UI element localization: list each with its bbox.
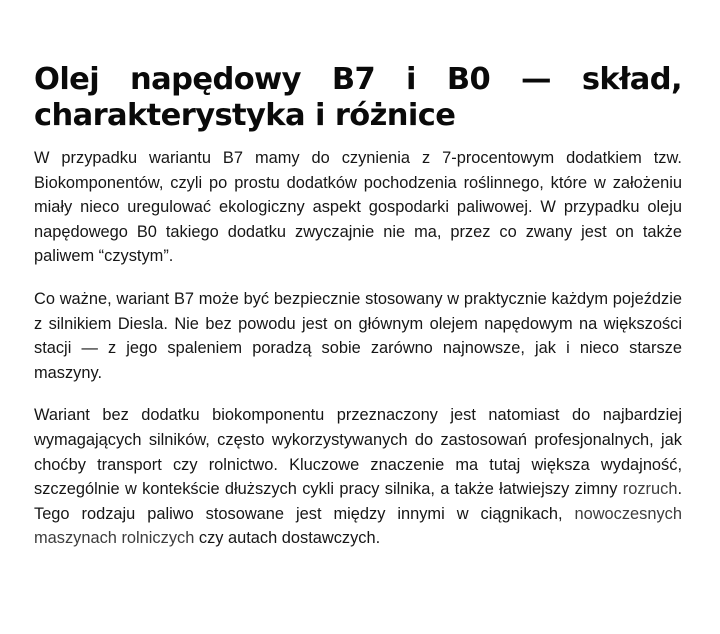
article-title: Olej napędowy B7 i B0 — skład, charakterystyka i różnice xyxy=(34,62,682,133)
paragraph-text: czy autach dostawczych. xyxy=(194,529,381,548)
paragraph-b7-composition: W przypadku wariantu B7 mamy do czynienia z 7-procentowym dodatkiem tzw. Biokomponentów, czyli po prostu dodatków pochodzenia roślinnego, które w założeniu miały nieco uregulować ekologiczny aspekt gospodarki paliwowej. W przypadku oleju napędowego B0 takiego dodatku zwyczajnie nie ma, przez co zwany jest on także paliwem “czystym”. xyxy=(34,149,682,266)
paragraph-text: Wariant bez dodatku biokomponentu przeznaczony jest natomiast do najbardziej wymagających silników, często wykorzystywanych do zastosowań profesjonalnych, jak choćby transport czy rolnictwo. Kluczowe znaczenie ma tutaj większa wydajność, szczególnie w kontekście dłuższych cykli pracy silnika, a także łatwiejszy zimny xyxy=(34,406,682,499)
link-rozruch[interactable]: rozruch xyxy=(622,480,678,499)
article xyxy=(34,62,682,551)
paragraph-b0-usage xyxy=(34,403,682,551)
paragraph-text: . Tego rodzaju paliwo stosowane jest między innymi w ciągnikach, xyxy=(34,480,682,523)
link-agricultural-machines[interactable]: nowoczesnych maszynach rolniczych xyxy=(34,504,682,548)
paragraph-b7-compatibility: Co ważne, wariant B7 może być bezpiecznie stosowany w praktycznie każdym pojeździe z silnikiem Diesla. Nie bez powodu jest on głównym olejem napędowym na większości stacji — z jego spaleniem poradzą sobie zarówno najnowsze, jak i nieco starsze maszyny. xyxy=(34,289,682,382)
